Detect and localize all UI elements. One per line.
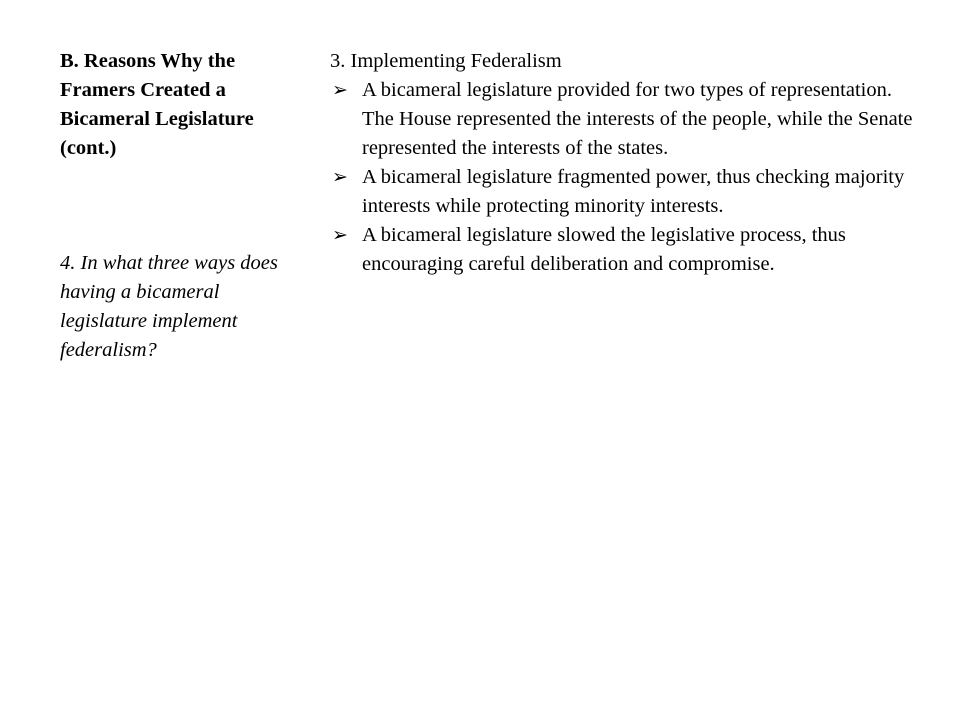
left-column: [60, 47, 300, 361]
arrow-bullet-icon: ➢: [332, 79, 348, 101]
section-title: 3. Implementing Federalism: [330, 50, 562, 72]
bullet-list: [330, 76, 920, 279]
study-question: 4. In what three ways does having a bicameral legislature implement federalism?: [60, 252, 278, 361]
bullet-text: A bicameral legislature provided for two types of representation. The House represented the interests of the people, while the Senate represented the interests of the states.: [362, 79, 913, 159]
bullet-item: [330, 163, 920, 221]
bullet-item: [330, 76, 920, 163]
right-column: [330, 47, 920, 279]
bullet-item: [330, 221, 920, 279]
slide-heading: B. Reasons Why the Framers Created a Bicameral Legislature (cont.): [60, 50, 254, 159]
arrow-bullet-icon: ➢: [332, 166, 348, 188]
arrow-bullet-icon: ➢: [332, 224, 348, 246]
bullet-text: A bicameral legislature fragmented power, thus checking majority interests while protecting minority interests.: [362, 166, 905, 217]
bullet-text: A bicameral legislature slowed the legislative process, thus encouraging careful deliberation and compromise.: [362, 224, 846, 275]
